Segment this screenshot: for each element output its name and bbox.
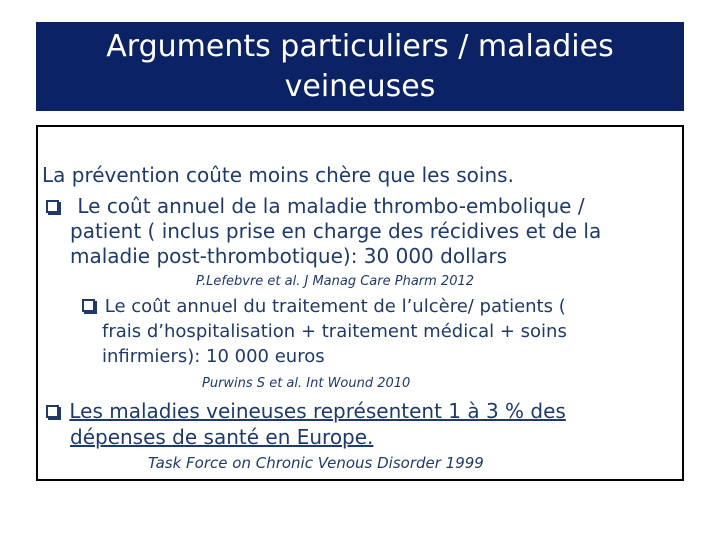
content-box [36,125,684,481]
bullet-1-line-3: maladie post-thrombotique): 30 000 dollars [70,244,508,268]
citation-purwins: Purwins S et al. Int Wound 2010 [202,376,411,391]
slide-title [36,22,684,111]
bullet-2-line-2: frais d’hospitalisation + traitement médical + soins [102,321,567,342]
slide-title-line-1: Arguments particuliers / maladies [106,29,614,64]
bullet-2-line-1 [82,295,566,318]
citation-task-force: Task Force on Chronic Venous Disorder 1999 [148,454,484,472]
intro-text: La prévention coûte moins chère que les soins. [42,163,514,187]
bullet-3-line-2: dépenses de santé en Europe. [70,425,374,449]
checkbox-bullet-icon [46,200,59,213]
checkbox-bullet-icon [82,299,95,312]
bullet-1-line-2: patient ( inclus prise en charge des récidives et de la [70,219,602,243]
bullet-3-line-1 [46,399,566,423]
citation-lefebvre: P.Lefebvre et al. J Manag Care Pharm 2012 [196,274,475,289]
bullet-2-line-3: infirmiers): 10 000 euros [102,346,325,367]
slide-title-line-2: veineuses [284,69,436,104]
bullet-1-text-1: Le coût annuel de la maladie thrombo-embolique / [77,194,585,218]
checkbox-bullet-icon [46,405,59,418]
bullet-2-text-1: Le coût annuel du traitement de l’ulcère/ patients ( [104,296,566,317]
bullet-3-text-1: Les maladies veineuses représentent 1 à 3 % des [69,399,566,423]
bullet-1-line-1 [46,194,585,218]
